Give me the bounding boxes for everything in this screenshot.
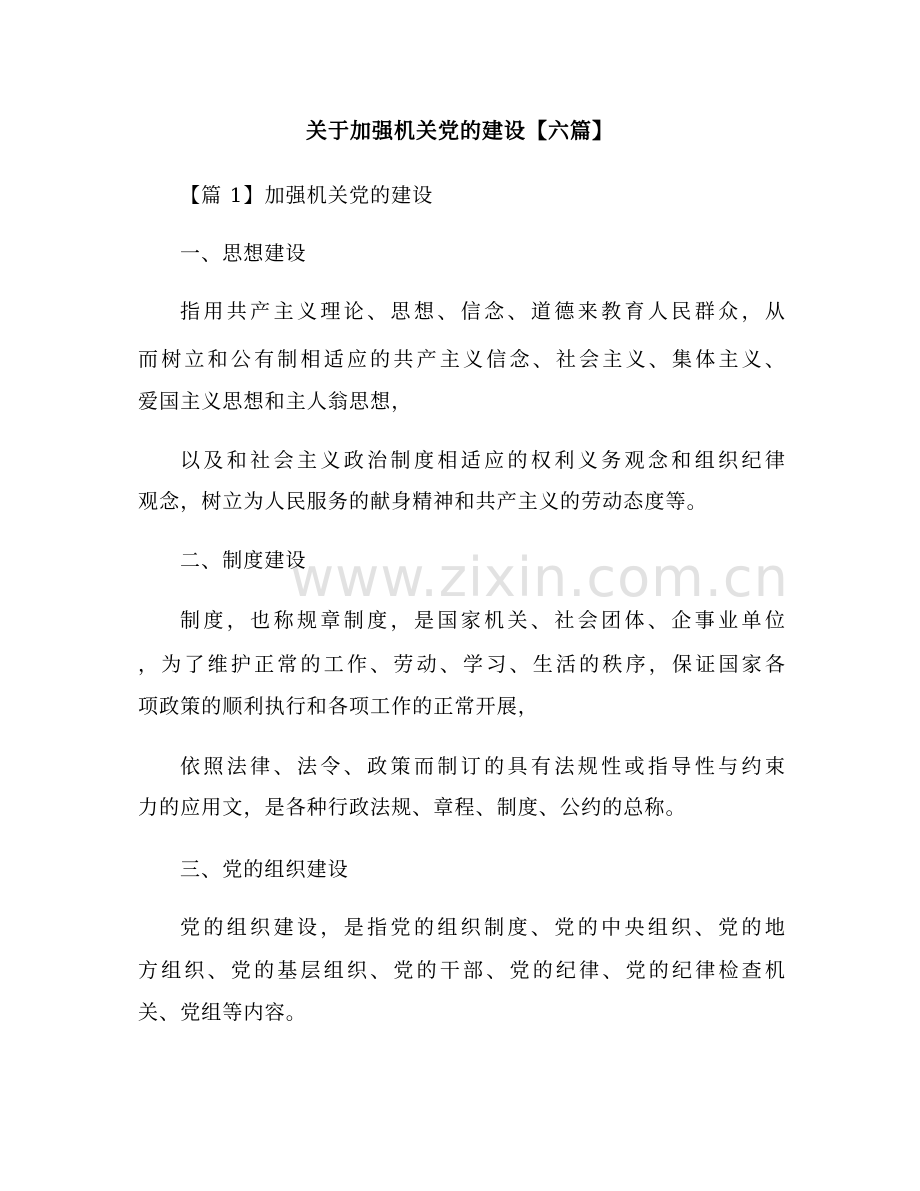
heading-system-building: 二、制度建设 [180,548,307,572]
paragraph-line: 指用共产主义理论、思想、信念、道德来教育人民群众，从 [180,299,786,323]
paragraph-line: 依照法律、法令、政策而制订的具有法规性或指导性与约束 [180,754,786,778]
paragraph-line: 党的组织建设，是指党的组织制度、党的中央组织、党的地 [180,915,786,939]
paragraph-line: 制度，也称规章制度，是国家机关、社会团体、企事业单位 [180,608,786,632]
paragraph-line: 力的应用文，是各种行政法规、章程、制度、公约的总称。 [138,795,687,819]
paragraph-line: ，为了维护正常的工作、劳动、学习、生活的秩序，保证国家各 [138,652,786,676]
document-title: 关于加强机关党的建设【六篇】 [306,119,614,143]
paragraph-line: 关、党组等内容。 [138,1000,307,1024]
heading-ideological-building: 一、思想建设 [180,241,307,265]
heading-party-organization-building: 三、党的组织建设 [180,857,349,881]
paragraph-line: 以及和社会主义政治制度相适应的权利义务观念和组织纪律 [180,448,786,472]
watermark: www.zixin.com.cn [290,546,789,609]
paragraph-line: 而树立和公有制相适应的共产主义信念、社会主义、集体主义、 [138,347,786,371]
paragraph-line: 项政策的顺利执行和各项工作的正常开展， [138,694,539,718]
section-heading-piece-1: 【篇 1】加强机关党的建设 [180,183,434,207]
paragraph-line: 方组织、党的基层组织、党的干部、党的纪律、党的纪律检查机 [138,958,786,982]
paragraph-line: 爱国主义思想和主人翁思想， [138,389,413,413]
paragraph-line: 观念，树立为人民服务的献身精神和共产主义的劳动态度等。 [138,489,708,513]
